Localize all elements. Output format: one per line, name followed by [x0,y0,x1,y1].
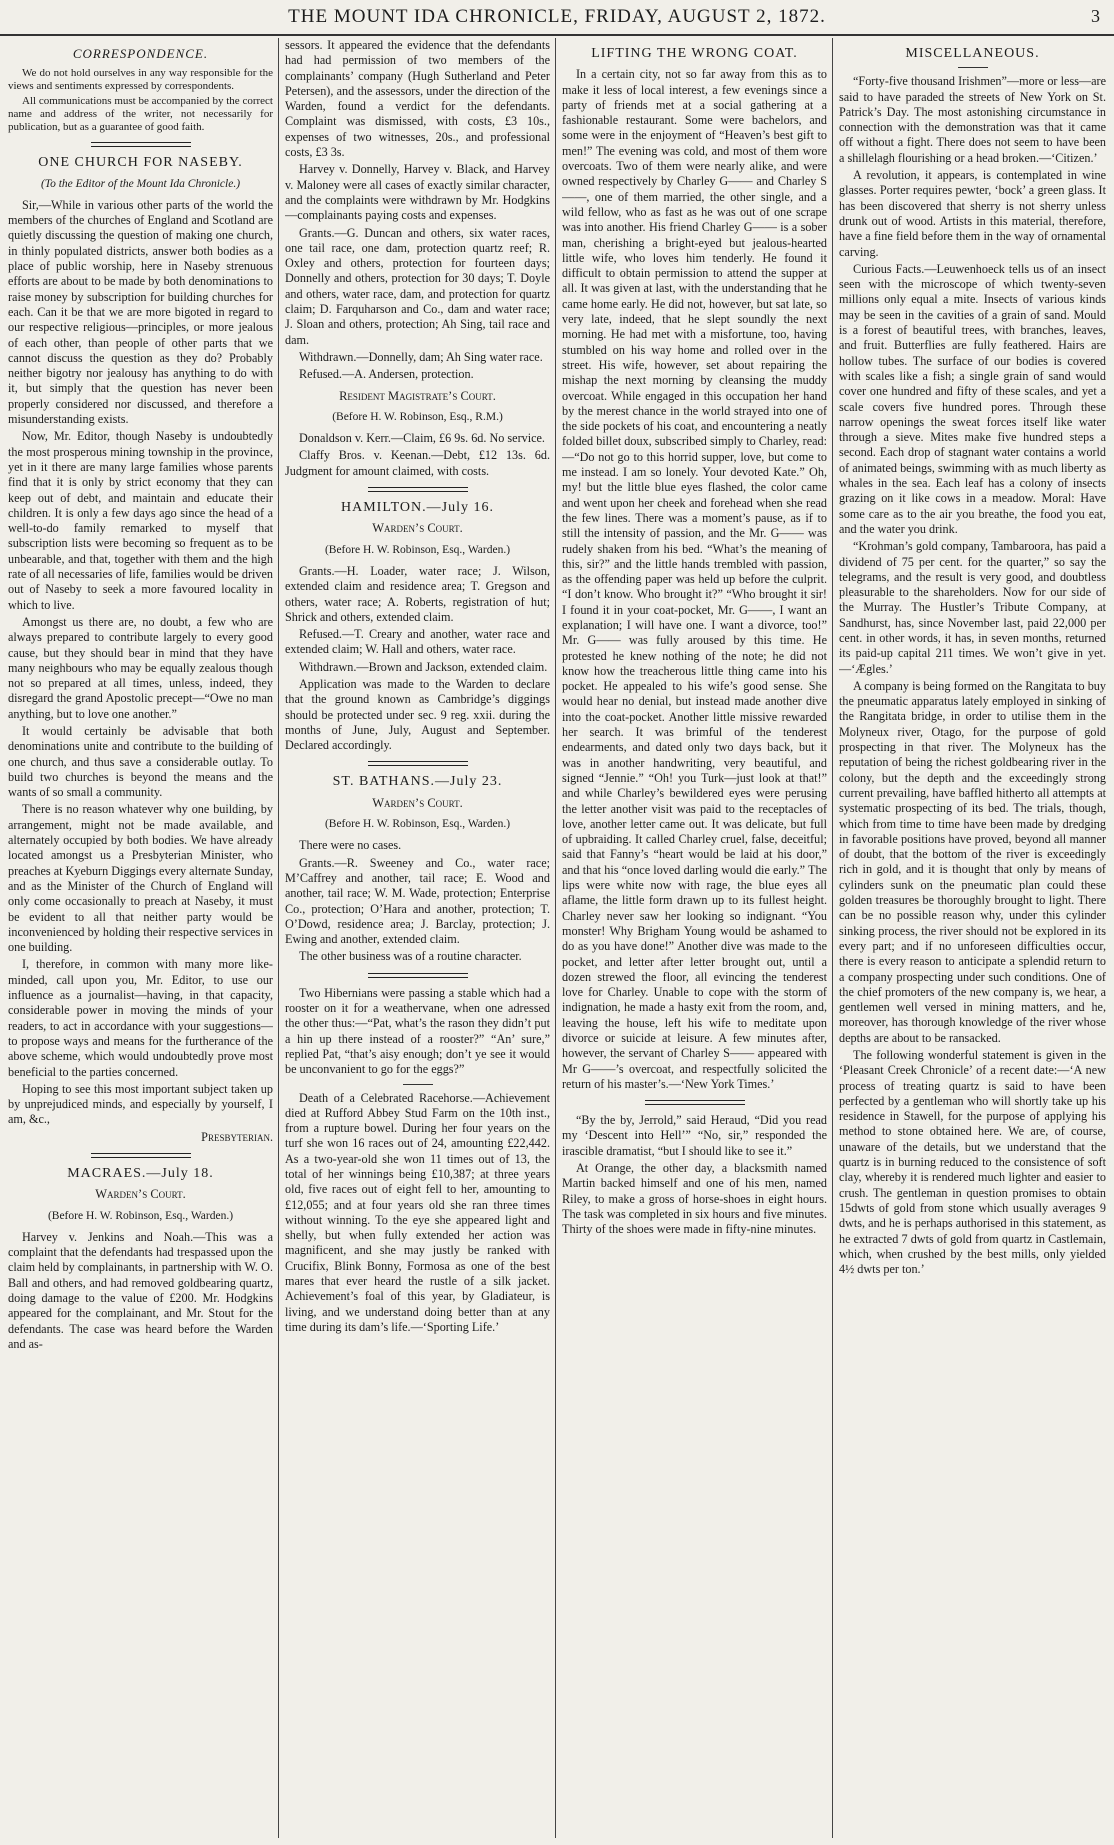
court-heading: Warden’s Court. [372,521,463,536]
masthead [0,0,1114,36]
paragraph: “Forty-five thousand Irishmen”—more or less—are said to have paraded the streets of New York on St. Patrick’s Day. The most astonishing circumstance in connection with the demonstration was that it came off without a fight. There does not seem to have been a shillelagh flourishing or a head broken.—‘Citizen.’ [839,74,1106,165]
divider [645,1100,745,1105]
divider [91,142,191,147]
paragraph: Curious Facts.—Leuwenhoeck tells us of an insect seen with the microscope of which twenty-seven millions only equal a mite. Insects of various kinds may be seen in the cavities of a grain of sand. Mould is a forest of beautiful trees, with branches, leaves, and fruit. Butterflies are fully feathered. Hairs are hollow tubes. The surface of our bodies is covered with scales like a fish; a single grain of sand would cover one hundred and fifty of these scales, and yet a scale covers five hundred pores. Through these narrow openings the sweat forces itself like water through a sieve. Mites make five hundred steps a second. Each drop of stagnant water contains a world of animated beings, swimming with as much liberty as whales in the sea. Each leaf has a colony of insects grazing on it like cows in a meadow. Moral: Have some care as to the air you breathe, the food you eat, and the water you drink. [839,261,1106,536]
paragraph: Now, Mr. Editor, though Naseby is undoubtedly the most prosperous mining township in the province, yet in it there are many large families whose parents find that it is only by strict economy that they can keep out of debt, and maintain and educate their children. It is only a few days ago since the head of a well-to-do family remarked to myself that subscription lists were becoming so frequent as to be unbearable, and that, together with them and the high rate of all necessaries of life, families would be driven out of Naseby to seek a more favoured locality in which to live. [8,429,273,612]
court-heading: Warden’s Court. [372,795,463,810]
paragraph: The other business was of a routine character. [299,949,522,964]
paragraph: There were no cases. [299,838,402,853]
letter-title: ONE CHURCH FOR NASEBY. [38,155,243,171]
paragraph: The following wonderful statement is given in the ‘Pleasant Creek Chronicle’ of a recent date:—‘A new process of treating quartz is said to have been perfected by a gentleman who will shortly take up his residence in Stawell, for the purpose of applying his method to stone obtained here. We are, of course, unaware of the details, but we understand that the quartz is in burning reduced to the consistence of soft clay, whereby it is rendered much lighter and easier to crush. The gentleman in question promises to obtain 15dwts of gold from stone which usually averages 9 dwts, and he is perhaps authorised in this statement, as he extracted 7 dwts of gold from quartz in Castlemain, which, when crushed by the best mills, only yielded 4½ dwts per ton.’ [839,1048,1106,1277]
paragraph: Two Hibernians were passing a stable which had a rooster on it for a weathervane, when one adressed the other thus:—“Pat, what’s the rason they didn’t put a hin up there instead of a rooster?” “An’ sure,” replied Pat, “that’s aisy enough; don’t ye see it would be unconvanient to go for the eggs?” [285,985,550,1077]
divider [368,761,468,766]
column-rule [832,38,833,1838]
paragraph: “Krohman’s gold company, Tambaroora, has paid a dividend of 75 per cent. for the quarter,” so say the telegrams, and the result is very good, and doubtless pleasurable to the shareholders. Now for our side of the Murray. The Hustler’s Tribute Company, at Sandhurst, has, since November last, paid 22,000 per cent. in other words, it has, in seven months, returned its paid-up capital 211 times. We won’t give in yet.—‘Ægles.’ [839,539,1106,676]
paragraph: There is no reason whatever why one building, by arrangement, might not be made available, and alternately occupied by both bodies. We have already located amongst us a Presbyterian Minister, who preaches at Kyeburn Diggings every alternate Sunday, and as the Minister of the Church of England will only come occasionally to preach at Naseby, it must be evident to all that neither party would be inconvenienced by holding their respective services in one building. [8,802,273,955]
section-heading: ST. BATHANS.—July 23. [332,774,503,790]
letter-signature: Presbyterian. [201,1129,273,1144]
paragraph: Donaldson v. Kerr.—Claim, £6 9s. 6d. No service. [299,431,545,446]
paragraph: A revolution, it appears, is contemplated in wine glasses. Porter requires pewter, ‘bock’ a green glass. It has been discovered that sherry is not sherry unless drunk out of wood. Artists in this material, therefore, have a fine field before them in the way of ornamental carving. [839,168,1106,259]
short-rule [958,67,988,68]
paragraph: In a certain city, not so far away from this as to make it less of local interest, a few evenings since a party of friends met at a social gathering at a fashionable restaurant. Some were bachelors, and some were in the enjoyment of “Heaven’s best gift to men!” The evening was cold, and most of them wore overcoats. Two of them were nearly alike, and were owned respectively by Charley G—— and Charley S——, one of them married, the other single, and a wild fellow, who as fast as he was out of one scrape was into another. His friend Charley G—— is a sober man, cherishing a bright-eyed but jealous-hearted little wife, who loves him tenderly. He found it difficult to obtain permission to attend the supper at all. It was given at last, with the understanding that he came home early. He did not, however, but sat late, so very late, indeed, that he slept soundly the next morning. He had met with a misfortune, too, having stumbled on his way home and rolled over in the street. His wife, however, set about repairing the mishap the next morning by cleansing the muddy overcoat. While engaged in this occupation her hand by the merest chance in the world strayed into one of the side pockets of his coat, and encountering a neatly folded billet doux, subscribed simply to Charley, read:—“Do not go to this horrid supper, love, but come to me instead. I am so lonely. Your devoted Kate.” Oh, my! but the little blue eyes flashed, the color came and went upon her cheek and forehead when she read the few lines. There was a moment’s pause, as if to still the intensity of passion, and the Mr. G—— was rudely shaken from his bed. “What’s the meaning of this, sir?” and the little hands trembled with passion, as the offending paper was held up before the culprit. “I don’t know. Who brought it?” “Who brought it sir! I found it in your coat-pocket, Mr. G——, I want an explanation; I will have one. I want a divorce, too!” Mr. G—— was fully aroused by this time. He protested he knew nothing of the note; he did not know how the treacherous little thing came into his pocket. He appealed to his wife’s good sense. She would hear no denial, but instead made another dive into the coat-pocket. Another little missive rewarded her search. It was brimful of the tenderest endearments, and dated only two days back, but it was in another handwriting, very beautiful, and signed “Jennie.” “Oh! you Turk—just look at that!” and while Charley’s bewildered eyes were perusing the letter another visit was paid to the receptacles of love, another letter came out. It was delicate, but full of upbraiding. It called Charley cruel, false, deceitful; said that Fanny’s “heart would be laid at his door,” and that his “once loved darling would die early.” The lips were white now with rage, the blue eyes all aflame, the little form drawn up to its fullest height. Charley never saw her looking so indignant. “You monster! Why Brigham Young would be ashamed to do as you have done!” Another dive was made to the pocket, and letter after letter brought out, until a dozen strewed the floor, all evincing the tenderest love for Charley. Unable to cope with the storm of indignation, he made a hasty exit from the room, and, leaving the house, left his wife to meditate upon divorce or suicide at leisure. A few minutes after, however, the servant of Charley S—— appeared with Mr G——’s overcoat, and respectfully solicited the return of his master’s.—‘New York Times.’ [562,67,827,1091]
column-rule [555,38,556,1838]
paragraph: Hoping to see this most important subject taken up by unprejudiced minds, and especially by yourself, I am, &c., [8,1081,273,1127]
paragraph: Application was made to the Warden to declare that the ground known as Cambridge’s diggings should be protected under sec. 9 reg. xxii. during the months of June, July, August and September. Declared accordingly. [285,676,550,753]
paragraph: It would certainly be advisable that both denominations unite and contribute to the building of one church, and thus save a considerable outlay. To build two churches is beyond the means and the wants of so small a community. [8,723,273,800]
short-rule [403,1084,433,1085]
paragraph: Claffy Bros. v. Keenan.—Debt, £12 13s. 6d. Judgment for amount claimed, with costs. [285,448,550,478]
paragraph: A company is being formed on the Rangitata to buy the pneumatic apparatus lately employed in sinking of the Rangitata bridge, in order to utilise them in the Molyneux river, Otago, for the purpose of gold prospecting in that river. The Molyneux has the reputation of being the richest goldbearing river in the colony, but the depth and the exceedingly strong current prevailing, have baffled hitherto all attempts at systematic prospecting of its bed. The trials, though, which from time to time have been made by dredging in favorable positions have proved, beyond all manner of doubt, that the bottom of the river is exceedingly rich in gold, and it is thought that only by means of cylinders sunk on the pneumatic plan could these golden treasures be thoroughly brought to light. There can be no possible reason why, under this cylinder sinking process, the river should not be explored in its every part; and if no unforeseen difficulties occur, there is every reason to anticipate a splendid return to a company prospecting under such conditions. One of the chief promoters of the new company is, we hear, a gentlemen well versed in mining matters, and he, moreover, has thorough knowledge of the river whose depths are about to be ransacked. [839,678,1106,1045]
article-title: LIFTING THE WRONG COAT. [591,46,798,61]
paragraph: Harvey v. Donnelly, Harvey v. Black, and Harvey v. Maloney were all cases of exactly similar character, and the complaints were withdrawn by Mr. Hodgkins—complainants paying costs and expenses. [285,162,550,223]
correspondence-heading: CORRESPONDENCE. [72,46,209,61]
court-heading: Resident Magistrate’s Court. [339,388,496,403]
letter-addressee: (To the Editor of the Mount Ida Chronicle.) [40,177,241,190]
court-judge: (Before H. W. Robinson, Esq., Warden.) [47,1209,234,1222]
section-heading: MISCELLANEOUS. [905,46,1040,61]
section-heading: MACRAES.—July 18. [67,1166,214,1181]
column-2 [285,38,550,1838]
court-judge: (Before H. W. Robinson, Esq., Warden.) [324,818,511,831]
paragraph: Amongst us there are, no doubt, a few who are always prepared to contribute largely to every good cause, but they should bear in mind that they have many neighbours who may be equally zealous though not so prepared at all times, unless, indeed, they disregard the grand Apostolic precept—“Owe no man anything, but to love one another.” [8,614,273,721]
court-heading: Warden’s Court. [95,1187,186,1202]
section-heading: HAMILTON.—July 16. [341,500,494,516]
paragraph: “By the by, Jerrold,” said Heraud, “Did you read my ‘Descent into Hell’” “No, sir,” responded the irascible dramatist, “but I should like to see it.” [562,1113,827,1158]
paragraph: Harvey v. Jenkins and Noah.—This was a complaint that the defendants had trespassed upon the claim held by complainants, in partnership with W. O. Ball and others, and had removed goldbearing quartz, doing damage to the value of £200. Mr. Hodgkins appeared for the complainant, and Mr. Stout for the defendants. The case was heard before the Warden and as- [8,1229,273,1351]
paragraph: Sir,—While in various other parts of the world the members of the churches of England and Scotland are quietly discussing the question of making one church, in thinly populated districts, answer both bodies as a place of public worship, here in Naseby strenuous efforts are about to be made by both denominations to raise money by subscription for building churches for each. Can it be that we are more bigoted in regard to our respective religious—principles, or more jealous of each other, than people of other parts that we cannot discuss the question as they do? Probably neither bigotry nor jealousy has anything to do with it, but simply that the question has never been properly considered nor discussed, and therefore a misunderstanding exists. [8,197,273,427]
column-1 [8,38,273,1838]
column-4 [839,38,1106,1838]
notice-communications: All communications must be accompanied by the correct name and address of the writer, not necessarily for publication, but as a guarantee of good faith. [8,95,273,134]
paragraph: Refused.—T. Creary and another, water race and extended claim; W. Hall and others, water race. [285,627,550,657]
newspaper-title: THE MOUNT IDA CHRONICLE, FRIDAY, AUGUST 2, 1872. [288,6,826,27]
column-rule [278,38,279,1838]
paragraph: Grants.—G. Duncan and others, six water races, one tail race, one dam, protection quartz reef; R. Oxley and others, protection for fourteen days; Donnelly and others, protection for 30 days; T. Doyle and others, water race, dam, and protection for quartz claim; D. Farquharson and Co., dam and water race; J. Sloan and others, protection; Ah Sing, tail race and dam. [285,225,550,347]
divider [368,487,468,492]
notice-responsibility: We do not hold ourselves in any way responsible for the views and sentiments expressed by correspondents. [8,67,273,93]
paragraph: sessors. It appeared the evidence that the defendants had had permission of two members of the complainants’ company (Hugh Sutherland and Peter Petersen), and the assessors, under the direction of the Warden, found a verdict for the defendants. Complaint was dismissed, with costs, £3 10s., expenses of two witnesses, 20s., and professional costs, £3 3s. [285,38,550,160]
paragraph: I, therefore, in common with many more like-minded, call upon you, Mr. Editor, to use our influence as a journalist—having, in that capacity, considerable power in moving the minds of your readers, to act in accordance with your suggestions—to propose ways and means for the furtherance of the above scheme, which would undoubtedly prove most beneficial to the parties concerned. [8,957,273,1079]
paragraph: Withdrawn.—Donnelly, dam; Ah Sing water race. [299,349,543,364]
divider [91,1153,191,1158]
paragraph: Grants.—R. Sweeney and Co., water race; M’Caffrey and another, tail race; E. Wood and another, tail race; W. M. Wade, protection; Enterprise Co., protection; O’Hara and another, protection; T. O’Dowd, residence area; J. Barclay, protection; J. Ewing and another, extended claim. [285,855,550,947]
court-judge: (Before H. W. Robinson, Esq., R.M.) [332,410,503,423]
paragraph: At Orange, the other day, a blacksmith named Martin backed himself and one of his men, named Riley, to make a gross of horse-shoes in eight hours. The task was completed in six hours and five minutes. Thirty of the shoes were made in fifty-nine minutes. [562,1161,827,1237]
court-judge: (Before H. W. Robinson, Esq., Warden.) [324,543,511,556]
paragraph: Death of a Celebrated Racehorse.—Achievement died at Rufford Abbey Stud Farm on the 10th inst., from a rupture bowel. During her four years on the turf she won 16 races out of 24, amounting £22,442. As a two-year-old she won 11 times out of 13, the total of her winnings being £10,387; at three years old, five races out of eight fell to her, amounting to £12,055; and at four years old she ran three times without winning. To the eye she appeared light and shelly, but when fully extended her action was magnificent, and she may justly be ranked with Crucifix, Blink Bonny, Formosa as one of the best mares that ever heard the rustle of a silk jacket. Achievement’s foal of this year, by Gladiateur, is living, and we understand doing better than at any time during its dam’s life.—‘Sporting Life.’ [285,1090,550,1334]
paragraph: Grants.—H. Loader, water race; J. Wilson, extended claim and residence area; T. Gregson and others, water race; A. Roberts, registration of hut; Shrick and others, extended claim. [285,563,550,624]
paragraph: Withdrawn.—Brown and Jackson, extended claim. [299,659,548,674]
column-3 [562,38,827,1838]
divider [368,973,468,978]
page-number: 3 [1091,6,1100,26]
paragraph: Refused.—A. Andersen, protection. [299,367,474,382]
